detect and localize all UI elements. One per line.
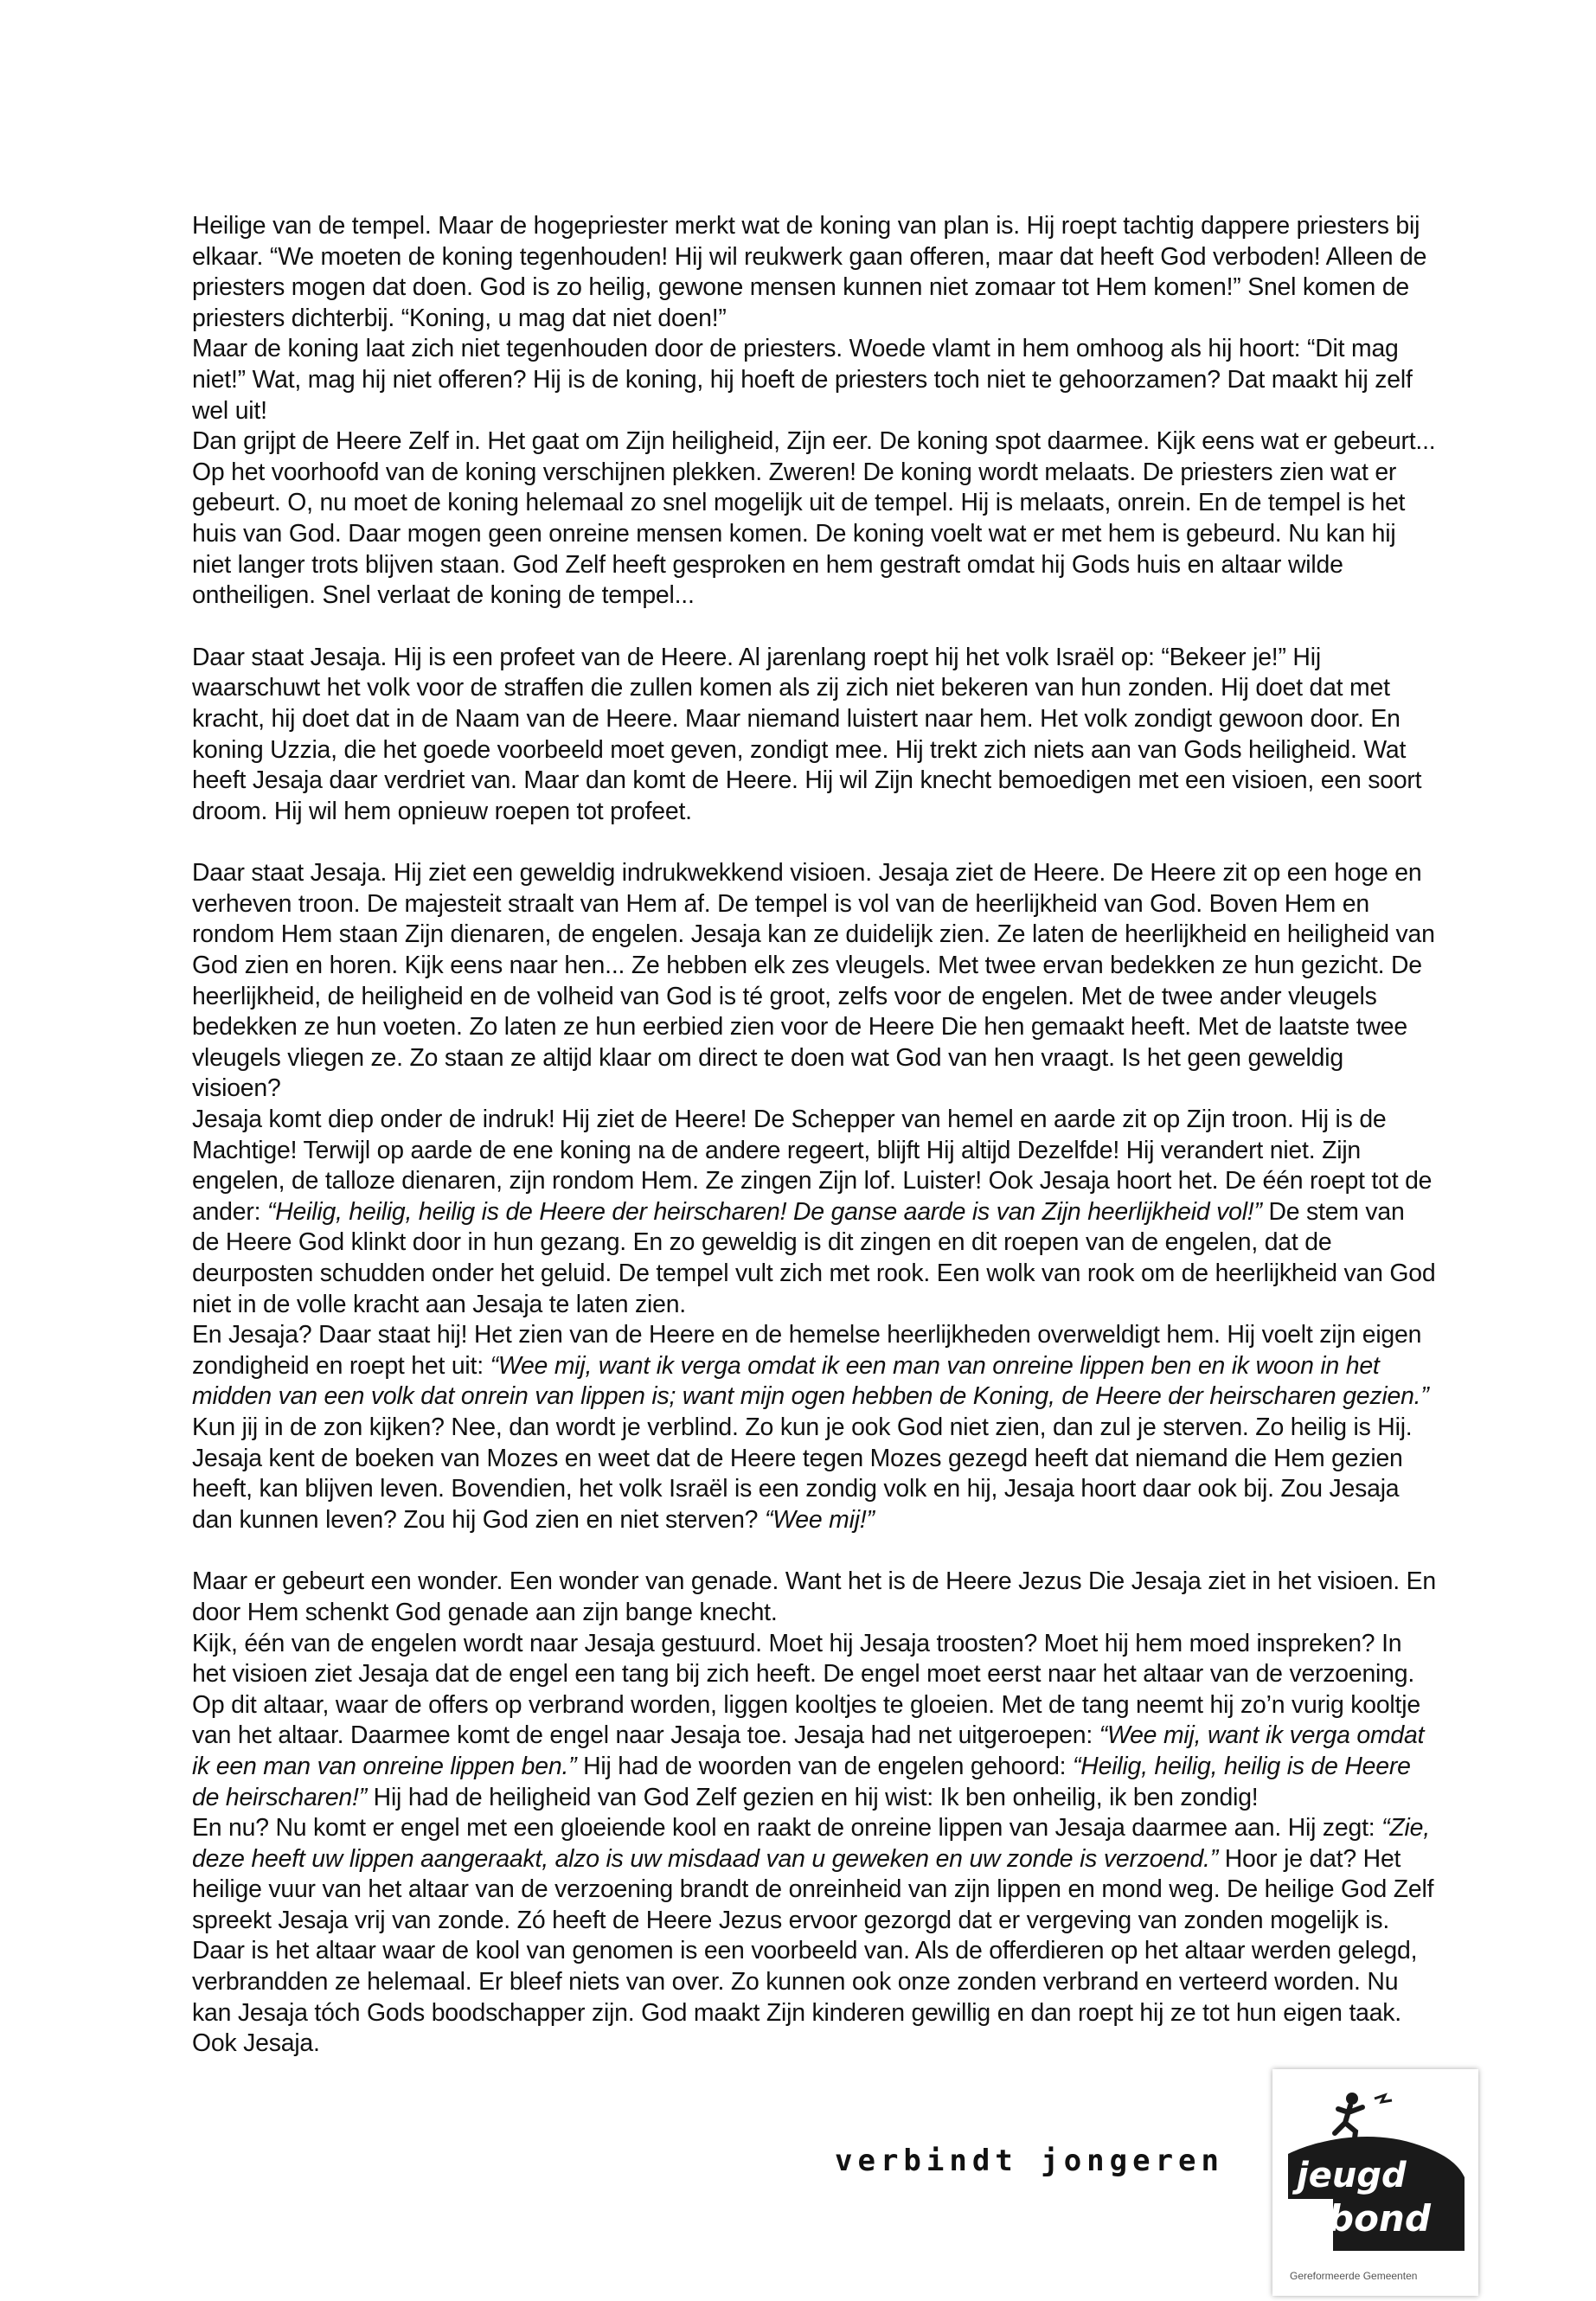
paragraph [192,1567,1438,1628]
body-text: Hij had de woorden van de engelen gehoord: [576,1752,1074,1780]
paragraph [192,643,1438,828]
logo-word-jeugd: jeugd [1297,2156,1407,2195]
quote-text: “Wee mij!” [764,1505,875,1534]
paragraph [192,1320,1438,1535]
body-text: Kijk, één van de engelen wordt naar Jesaja gestuurd. Moet hij Jesaja troosten? Moet hij hem moed inspreken? In het visioen ziet Jesaja dat de engel een tang bij zich heeft. De engel moet eerst naar het altaar van de verzoening. Op dit altaar, waar de offers op verbrand worden, liggen kooltjes te gloeien. Met de tang neemt hij zo’n vurig kooltje van het altaar. Daarmee komt de engel naar Jesaja toe. Jesaja had net uitgeroepen: [192,1629,1420,1750]
paragraph-gap [192,612,1438,643]
quote-text: “Heilig, heilig, heilig is de Heere der heirscharen! De ganse aarde is van Zijn heerlijkheid vol!” [267,1197,1262,1226]
paragraph-gap [192,827,1438,858]
paragraph [192,1629,1438,1814]
quote-text: “Heilig, heilig, heilig is de Heere de heirscharen!” [192,1752,1411,1811]
footer-tagline: verbindt jongeren [835,2144,1224,2178]
paragraph [192,334,1438,426]
body-text: Maar er gebeurt een wonder. Een wonder van genade. Want het is de Heere Jezus Die Jesaja ziet in het visioen. En door Hem schenkt God genade aan zijn bange knecht. [192,1567,1436,1626]
paragraph [192,858,1438,1105]
body-text: Kun jij in de zon kijken? Nee, dan wordt je verblind. Zo kun je ook God niet zien, dan zul je sterven. Zo heilig is Hij. Jesaja kent de boeken van Mozes en weet dat de Heere tegen Mozes gezegd heeft dat niemand die Hem gezien heeft, kan blijven leven. Bovendien, het volk Israël is een zondig volk en hij, Jesaja hoort daar ook bij. Zou Jesaja dan kunnen leven? Zou hij God zien en niet sterven? [192,1413,1413,1534]
body-text: Jesaja komt diep onder de indruk! Hij ziet de Heere! De Schepper van hemel en aarde zit op Zijn troon. Hij is de Machtige! Terwijl op aarde de ene koning na de andere regeert, blijft Hij altijd Dezelfde! Hij verandert niet. Zijn engelen, de talloze dienaren, zijn rondom Hem. Ze zingen Zijn lof. Luister! Ook Jesaja hoort het. De één roept tot de ander: [192,1106,1433,1226]
quote-text: “Wee mij, want ik verga omdat ik een man van onreine lippen ben en ik woon in het midden van een volk dat onrein van lippen is; want mijn ogen hebben de Koning, de Heere der heirscharen gezien.” [192,1351,1429,1411]
paragraph-gap [192,1535,1438,1567]
body-text: Heilige van de tempel. Maar de hogepriester merkt wat de koning van plan is. Hij roept tachtig dappere priesters bij elkaar. “We moeten de koning tegenhouden! Hij wil reukwerk gaan offeren, maar dat heeft God verboden! Alleen de priesters mogen dat doen. God is zo heilig, gewone mensen kunnen niet zomaar tot Hem komen!” Snel komen de priesters dichterbij. “Koning, u mag dat niet doen!” [192,212,1427,332]
body-text: Dan grijpt de Heere Zelf in. Het gaat om Zijn heiligheid, Zijn eer. De koning spot daarmee. Kijk eens wat er gebeurt... Op het voorhoofd van de koning verschijnen plekken. Zweren! De koning wordt melaats. De priesters zien wat er gebeurt. O, nu moet de koning helemaal zo snel mogelijk uit de tempel. Hij is melaats, onrein. En de tempel is het huis van God. Daar mogen geen onreine mensen komen. De koning voelt wat er met hem is gebeurd. Nu kan hij niet langer trots blijven staan. God Zelf heeft gesproken en hem gestraft omdat hij Gods huis en altaar wilde ontheiligen. Snel verlaat de koning de tempel... [192,427,1436,610]
body-text: Hij had de heiligheid van God Zelf gezien en hij wist: Ik ben onheilig, ik ben zondig! [366,1783,1259,1811]
paragraph [192,1813,1438,2060]
paragraph [192,211,1438,334]
body-text: En Jesaja? Daar staat hij! Het zien van de Heere en de hemelse heerlijkheden overweldigt hem. Hij voelt zijn eigen zondigheid en roept het uit: [192,1321,1422,1380]
body-text: De stem van de Heere God klinkt door in hun gezang. En zo geweldig is dit zingen en dit roepen van de engelen, dat de deurposten schudden onder het geluid. De tempel vult zich met rook. Een wolk van rook om de heerlijkheid van God niet in de volle kracht aan Jesaja te laten zien. [192,1197,1436,1318]
paragraph [192,426,1438,612]
body-text: Daar staat Jesaja. Hij is een profeet van de Heere. Al jarenlang roept hij het volk Israël op: “Bekeer je!” Hij waarschuwt het volk voor de straffen die zullen komen als zij zich niet bekeren van hun zonden. Hij doet dat met kracht, hij doet dat in de Naam van de Heere. Maar niemand luistert naar hem. Het volk zondigt gewoon door. En koning Uzzia, die het goede voorbeeld moet geven, zondigt mee. Hij trekt zich niets aan van Gods heiligheid. Wat heeft Jesaja daar verdriet van. Maar dan komt de Heere. Hij wil Zijn knecht bemoedigen met een visioen, een soort droom. Hij wil hem opnieuw roepen tot profeet. [192,643,1422,825]
jeugdbond-logo [1272,2069,1478,2296]
quote-text: “Wee mij, want ik verga omdat ik een man van onreine lippen ben.” [192,1721,1425,1780]
body-text: Hoor je dat? Het heilige vuur van het altaar van de verzoening brandt de onreinheid van zijn lippen en mond weg. De heilige God Zelf spreekt Jesaja vrij van zonde. Zó heeft de Heere Jezus ervoor gezorgd dat er vergeving van zonden mogelijk is. Daar is het altaar waar de kool van genomen is een voorbeeld van. Als de offerdieren op het altaar werden gelegd, verbrandden ze helemaal. Er bleef niets van over. Zo kunnen ook onze zonden verbrand en verteerd worden. Nu kan Jesaja tóch Gods boodschapper zijn. God maakt Zijn kinderen gewillig en dan roept hij ze tot hun eigen taak. Ook Jesaja. [192,1844,1434,2058]
body-text: Daar staat Jesaja. Hij ziet een geweldig indrukwekkend visioen. Jesaja ziet de Heere. De Heere zit op een hoge en verheven troon. De majesteit straalt van Hem af. De tempel is vol van de heerlijkheid van God. Boven Hem en rondom Hem staan Zijn dienaren, de engelen. Jesaja kan ze duidelijk zien. Ze laten de heerlijkheid en heiligheid van God zien en horen. Kijk eens naar hen... Ze hebben elk zes vleugels. Met twee ervan bedekken ze hun gezicht. De heerlijkheid, de heiligheid en de volheid van God is té groot, zelfs voor de engelen. Met de twee ander vleugels bedekken ze hun voeten. Zo laten ze hun eerbied zien voor de Heere Die hen gemaakt heeft. Met de laatste twee vleugels vliegen ze. Zo staan ze altijd klaar om direct te doen wat God van hen vraagt. Is het geen geweldig visioen? [192,859,1435,1103]
document-body [192,211,1438,2060]
paragraph [192,1105,1438,1320]
body-text: En nu? Nu komt er engel met een gloeiende kool en raakt de onreine lippen van Jesaja daarmee aan. Hij zegt: [192,1814,1382,1843]
logo-word-bond: bond [1328,2197,1431,2240]
body-text: Maar de koning laat zich niet tegenhouden door de priesters. Woede vlamt in hem omhoog als hij hoort: “Dit mag niet!” Wat, mag hij niet offeren? Hij is de koning, hij hoeft de priesters toch niet te gehoorzamen? Dat maakt hij zelf wel uit! [192,335,1413,425]
logo-subtitle: Gereformeerde Gemeenten [1290,2270,1418,2282]
quote-text: “Zie, deze heeft uw lippen aangeraakt, alzo is uw misdaad van u geweken en uw zonde is verzoend.” [192,1814,1430,1873]
